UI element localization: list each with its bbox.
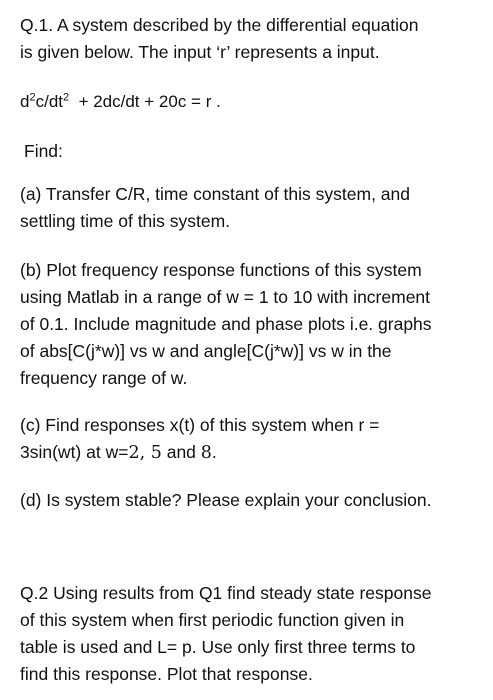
eq-rest: + 2dc/dt + 20c = r . [69, 92, 221, 111]
part-b-line-3: of 0.1. Include magnitude and phase plots i.e. graphs [20, 314, 432, 334]
part-b-line-4: of abs[C(j*w)] vs w and angle[C(j*w)] vs w in the [20, 341, 392, 361]
part-a-line-2: settling time of this system. [20, 211, 231, 231]
q2-line-4: find this response. Plot that response. [20, 664, 313, 684]
eq-mid: c/dt [35, 92, 63, 111]
q1-intro-line-2: is given below. The input ‘r’ represents a input. [20, 42, 380, 62]
eq-d: d [20, 92, 30, 111]
part-c-line-1: (c) Find responses x(t) of this system when r = [20, 415, 380, 435]
eq-sup-1: 2 [29, 91, 36, 104]
q1-intro-line-1: Q.1. A system described by the differential equation [20, 15, 419, 35]
part-b [20, 257, 480, 392]
part-a-line-1: (a) Transfer C/R, time constant of this system, and [20, 184, 410, 204]
part-b-line-2: using Matlab in a range of w = 1 to 10 with increment [20, 287, 431, 307]
part-c [20, 412, 480, 467]
q2-line-2: of this system when first periodic function given in [20, 610, 405, 630]
q2-line-3: table is used and L= p. Use only first three terms to [20, 637, 416, 657]
q1-intro [20, 12, 480, 66]
part-d-line-1: (d) Is system stable? Please explain your conclusion. [20, 490, 432, 510]
eq-sup-2: 2 [63, 91, 70, 104]
q2 [20, 580, 480, 688]
q2-line-1: Q.2 Using results from Q1 find steady state response [20, 583, 432, 603]
part-d [20, 487, 480, 514]
find-label: Find: [24, 141, 63, 161]
differential-equation [20, 88, 480, 115]
part-c-line-2: 3sin(wt) at w=2, 5 and 8. [20, 442, 217, 463]
part-b-line-1: (b) Plot frequency response functions of this system [20, 260, 422, 280]
part-b-line-5: frequency range of w. [20, 368, 188, 388]
part-a [20, 181, 480, 235]
